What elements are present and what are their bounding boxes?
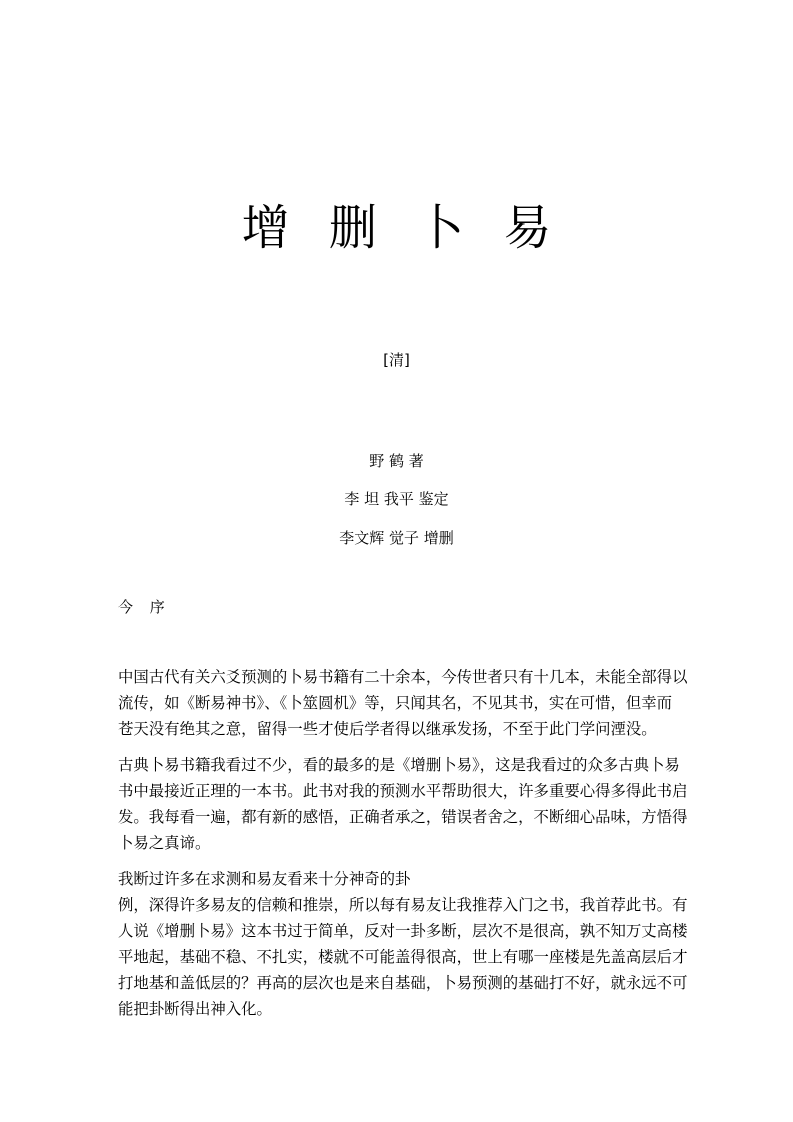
book-title: 增 删 卜 易 <box>241 200 564 256</box>
text-line: 能把卦断得出神入化。 <box>118 1000 272 1018</box>
text-line: 平地起，基础不稳、不扎实，楼就不可能盖得很高，世上有哪一座楼是先盖高层后才 <box>118 948 688 966</box>
paragraph <box>118 752 688 856</box>
text-line: 卜易之真谛。 <box>118 834 211 852</box>
paragraph <box>118 866 688 1022</box>
text-line: 流传，如《断易神书》、《卜筮圆机》等，只闻其名，不见其书，实在可惜，但幸而 <box>118 694 673 712</box>
text-line: 中国古代有关六爻预测的卜易书籍有二十余本，今传世者只有十几本，未能全部得以 <box>118 668 688 686</box>
text-line: 书中最接近正理的一本书。此书对我的预测水平帮助很大，许多重要心得多得此书启 <box>118 782 688 800</box>
preface-heading: 今 序 <box>118 598 171 616</box>
author-credit: 野 鹤 著 <box>369 452 424 470</box>
text-line: 打地基和盖低层的？再高的层次也是来自基础，卜易预测的基础打不好，就永远不可 <box>118 974 688 992</box>
text-line: 苍天没有绝其之意，留得一些才使后学者得以继承发扬，不至于此门学问湮没。 <box>118 720 657 738</box>
text-line: 例，深得许多易友的信赖和推崇，所以每有易友让我推荐入门之书，我首荐此书。有 <box>118 896 688 914</box>
text-line: 人说《增删卜易》这本书过于简单，反对一卦多断，层次不是很高，孰不知万丈高楼 <box>118 922 688 940</box>
editor-credit: 李文辉 觉子 增删 <box>339 529 454 547</box>
paragraph <box>118 664 688 742</box>
dynasty-label: [清] <box>383 351 410 369</box>
reviewer-credit: 李 坦 我平 鉴定 <box>344 490 449 508</box>
text-line: 发。我每看一遍，都有新的感悟，正确者承之，错误者舍之，不断细心品味，方悟得 <box>118 808 688 826</box>
text-line: 古典卜易书籍我看过不少，看的最多的是《增删卜易》，这是我看过的众多古典卜易 <box>118 756 680 774</box>
text-line: 我断过许多在求测和易友看来十分神奇的卦 <box>118 870 411 888</box>
preface-body <box>118 664 688 1032</box>
